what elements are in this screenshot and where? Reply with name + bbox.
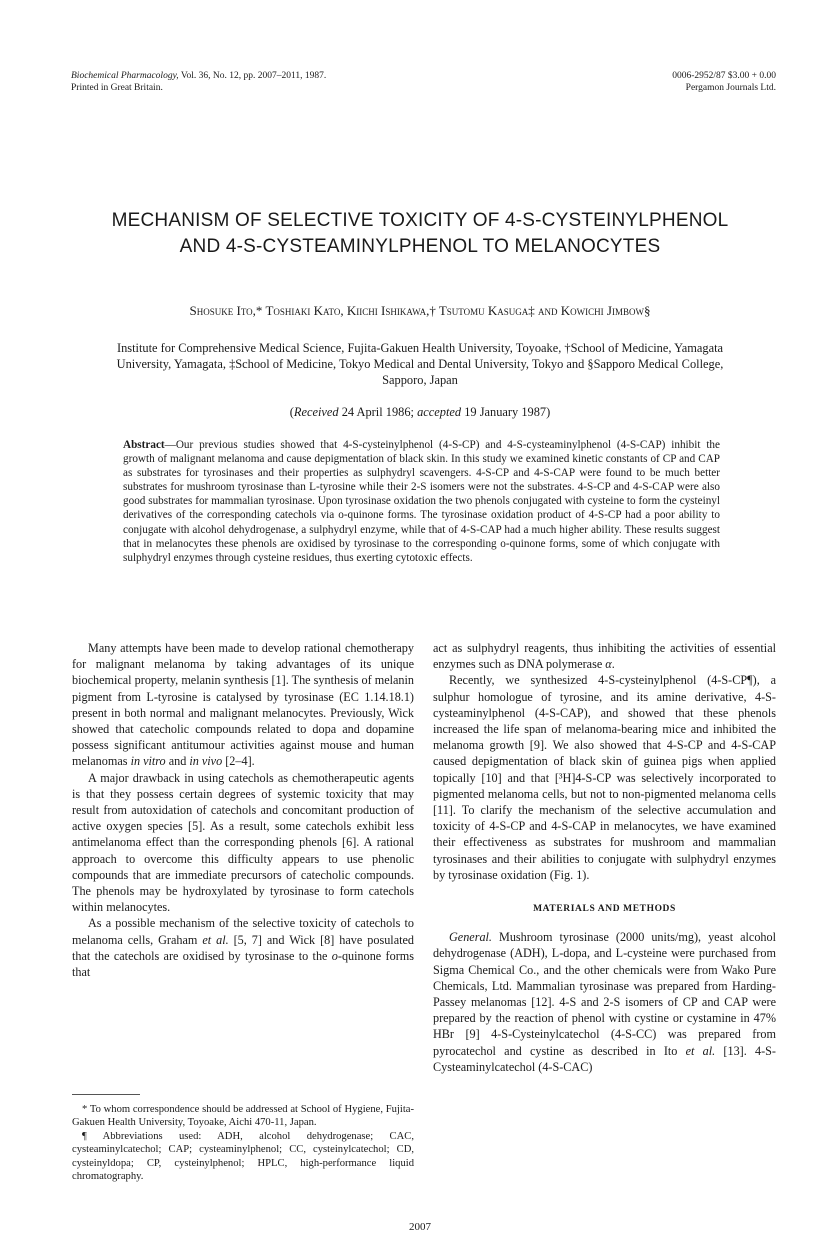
- price-code: 0006-2952/87 $3.00 + 0.00: [672, 71, 776, 81]
- publisher-name: Pergamon Journals Ltd.: [685, 83, 776, 93]
- paragraph: General. Mushroom tyrosinase (2000 units/mg), yeast alcohol dehydrogenase (ADH), L-dopa, and L-cysteine were purchased from Sigma Chemical Co., and the other chemicals were from Wako Pure Chemicals, Ltd. Mammalian tyrosinase was prepared from Harding-Passey melanomas [12]. 4-S and 2-S isomers of CP and CAP were prepared by the reaction of phenol with cystine or cystamine in 47% HBr [9] 4-S-Cysteinylcatechol (4-S-CC) was prepared from pyrocatechol and cystine as described in Ito et al. [13]. 4-S-Cysteaminylcatechol (4-S-CAC): [433, 930, 776, 1074]
- body-column-right: [433, 640, 776, 1075]
- printed-in: Printed in Great Britain.: [71, 83, 163, 93]
- abstract-label: Abstract: [123, 439, 165, 451]
- footnote-abbreviations: ¶ Abbreviations used: ADH, alcohol dehydrogenase; CAC, cysteaminylcatechol; CAP; cysteaminylphenol; CC, cysteinylcatechol; CD, cysteinyldopa; CP, cysteinylphenol; HPLC, high-performance liquid chromatography.: [72, 1130, 414, 1183]
- paragraph: A major drawback in using catechols as chemotherapeutic agents is that they possess certain degrees of systemic toxicity that may result from autoxidation of catechols and concomitant production of active oxygen species [5]. As a result, some catechols exhibit less antimelanoma effect than the corresponding phenols [6]. A rational approach to overcome this difficulty appears to use phenolic compounds that are immediate precursors of catecholic compounds. The phenols may be hydroxylated by tyrosinase to form catechols within melanocytes.: [72, 770, 414, 915]
- volume-pages: Vol. 36, No. 12, pp. 2007–2011, 1987.: [178, 71, 327, 81]
- abstract-text: —Our previous studies showed that 4-S-cysteinylphenol (4-S-CP) and 4-S-cysteaminylphenol (4-S-CAP) inhibit the growth of malignant melanoma and cause depigmentation of black skin. In this study we examined kinetic constants of CP and CAP as substrates for tyrosinases and their properties as sulphydryl scavengers. 4-S-CP and 4-S-CAP were found to be much better substrates for mushroom tyrosinase than L-tyrosine while their 2-S isomers were not the substrates. 4-S-CP and 4-S-CAP were also good substrates for mammalian tyrosinase. Upon tyrosinase oxidation the two phenols conjugated with cysteine to form the cysteinyl derivatives of the corresponding catechols via o-quinone forms. The tyrosinase oxidation product of 4-S-CP had a poor ability to conjugate with alcohol dehydrogenase, a sulphydryl enzyme, while that of 4-S-CAP had a much higher ability. These results suggest that in melanocytes these phenols are oxidised by tyrosinase to the corresponding o-quinone forms, some of which conjugate with sulphydryl enzymes through cysteine residues, thus exerting cytotoxic effects.: [123, 439, 720, 564]
- paragraph: As a possible mechanism of the selective toxicity of catechols to melanoma cells, Graham et al. [5, 7] and Wick [8] have posulated that the catechols are oxidised by tyrosinase to the o-quinone forms that: [72, 916, 414, 980]
- affiliations: Institute for Comprehensive Medical Science, Fujita-Gakuen Health University, Toyoake, †School of Medicine, Yamagata University, Yamagata, ‡School of Medicine, Tokyo Medical and Dental University, Tokyo and §Sapporo Medical College, Sapporo, Japan: [116, 341, 724, 387]
- journal-citation: [71, 70, 326, 94]
- page-number: 2007: [409, 1221, 431, 1233]
- footnote-divider: [72, 1094, 140, 1095]
- abstract: [123, 438, 720, 565]
- section-heading: MATERIALS AND METHODS: [533, 904, 676, 915]
- paragraph: act as sulphydryl reagents, thus inhibiting the activities of essential enzymes such as DNA polymerase α.: [433, 641, 776, 672]
- paragraph: Recently, we synthesized 4-S-cysteinylphenol (4-S-CP¶), a sulphur homologue of tyrosine, and its amine derivative, 4-S-cysteaminylphenol (4-S-CAP), and showed that these phenols increased the life span of melanoma-bearing mice and inhibited the melanoma growth [9]. We also showed that 4-S-CP and 4-S-CAP caused depigmentation of black skin of guinea pigs when applied topically [10] and that [³H]4-S-CP was selectively incorporated to pigmented melanoma cells, but not to non-pigmented melanoma cells [11]. To clarify the mechanism of the selective accumulation and toxicity of 4-S-CP and 4-S-CAP in melanocytes, we have examined their effectiveness as substrates for mushroom and mammalian tyrosinases and their abilities to conjugate with sulphydryl enzymes by tyrosinase oxidation (Fig. 1).: [433, 673, 776, 882]
- received-dates: (Received 24 April 1986; accepted 19 January 1987): [289, 405, 551, 419]
- article-title: MECHANISM OF SELECTIVE TOXICITY OF 4-S-CYSTEINYLPHENOL AND 4-S-CYSTEAMINYLPHENOL TO MELANOCYTES: [111, 210, 729, 257]
- author-list: Shosuke Ito,* Toshiaki Kato, Kiichi Ishikawa,† Tsutomu Kasuga‡ and Kowichi Jimbow§: [189, 303, 651, 318]
- subsection-label: General.: [449, 930, 492, 945]
- footnote-correspondence: * To whom correspondence should be addressed at School of Hygiene, Fujita-Gakuen Health University, Toyoake, Aichi 470-11, Japan.: [72, 1104, 414, 1129]
- publisher-info: [672, 70, 776, 94]
- footnotes: [72, 1103, 414, 1183]
- body-column-left: [72, 640, 414, 980]
- journal-name: Biochemical Pharmacology,: [71, 71, 179, 81]
- paragraph: Many attempts have been made to develop rational chemotherapy for malignant melanoma by taking advantages of its unique biochemical property, melanin synthesis [1]. The synthesis of melanin pigment from L-tyrosine is catalysed by tyrosinase (EC 1.14.18.1) present in both normal and malignant melanocytes. Previously, Wick showed that catecholic compounds related to dopa and dopamine possess significant antitumour activities against mouse and human melanomas in vitro and in vivo [2–4].: [72, 641, 414, 769]
